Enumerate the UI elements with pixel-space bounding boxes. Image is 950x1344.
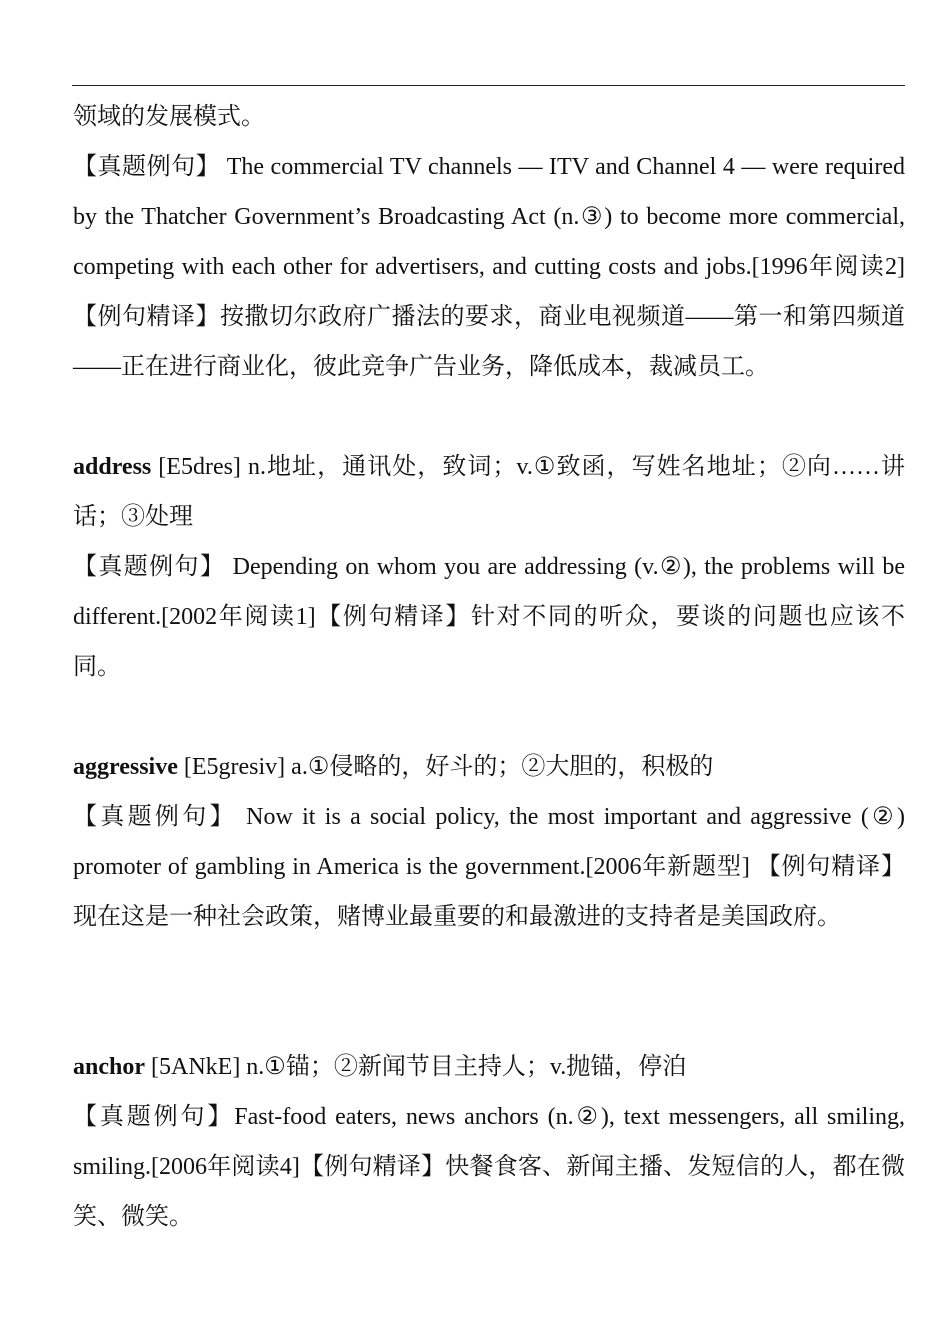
entry-anchor-heading — [73, 1042, 905, 1092]
example-sentence: The commercial TV channels — ITV and Channel 4 — were required by the Thatcher Government’s Broadcasting Act (n.③) to become more commercial, competing with each other for advertisers, and cutting costs and jobs.[1996年阅读2] — [73, 154, 905, 280]
example-label: 【真题例句】 — [73, 804, 237, 830]
entry-anchor-example-paragraph — [73, 1092, 905, 1242]
headword: aggressive — [73, 754, 178, 780]
example-sentence: Now it is a social policy, the most important and aggressive (②) promoter of gambling in America is the government.[2006年新题型] — [73, 804, 906, 880]
spacer — [73, 942, 905, 1042]
definition: [E5gresiv] a.①侵略的，好斗的；②大胆的，积极的 — [177, 754, 714, 780]
entry-0-example-paragraph — [73, 142, 905, 392]
definition: [E5dres] n.地址，通讯处，致词；v.①致函，写姓名地址；②向……讲话；③处理 — [73, 454, 905, 530]
spacer — [73, 392, 905, 442]
translation-label: 【例句精译】 — [315, 604, 472, 630]
document-body — [73, 92, 905, 1242]
translation-text: 针对不同的听众，要谈的问题也应该不同。 — [73, 604, 906, 680]
definition: [5ANkE] n.①锚；②新闻节目主持人；v.抛锚，停泊 — [145, 1054, 687, 1080]
example-sentence: Depending on whom you are addressing (v.②), the problems will be different.[2002年阅读1] — [73, 554, 905, 630]
example-label: 【真题例句】 — [73, 1104, 235, 1130]
header-rule — [72, 85, 905, 86]
spacer — [73, 692, 905, 742]
translation-text: 按撒切尔政府广播法的要求，商业电视频道——第一和第四频道——正在进行商业化，彼此竞争广告业务，降低成本，裁减员工。 — [73, 304, 905, 380]
entry-address-heading — [73, 442, 905, 542]
translation-label: 【例句精译】 — [73, 304, 220, 330]
translation-label: 【例句精译】 — [756, 854, 905, 880]
translation-label: 【例句精译】 — [299, 1154, 446, 1180]
translation-text: 快餐食客、新闻主播、发短信的人，都在微笑、微笑。 — [73, 1154, 906, 1230]
headword: anchor — [73, 1054, 145, 1080]
intro-text: 领域的发展模式。 — [73, 104, 265, 130]
headword: address — [73, 454, 152, 480]
example-label: 【真题例句】 — [73, 154, 221, 180]
translation-text: 现在这是一种社会政策，赌博业最重要的和最激进的支持者是美国政府。 — [73, 904, 841, 930]
example-label: 【真题例句】 — [73, 554, 226, 580]
entry-aggressive-heading — [73, 742, 905, 792]
entry-address-example-paragraph — [73, 542, 905, 692]
example-sentence: Fast-food eaters, news anchors (n.②), text messengers, all smiling, smiling.[2006年阅读4] — [73, 1104, 905, 1180]
intro-paragraph — [73, 92, 905, 142]
entry-aggressive-example-paragraph — [73, 792, 905, 942]
